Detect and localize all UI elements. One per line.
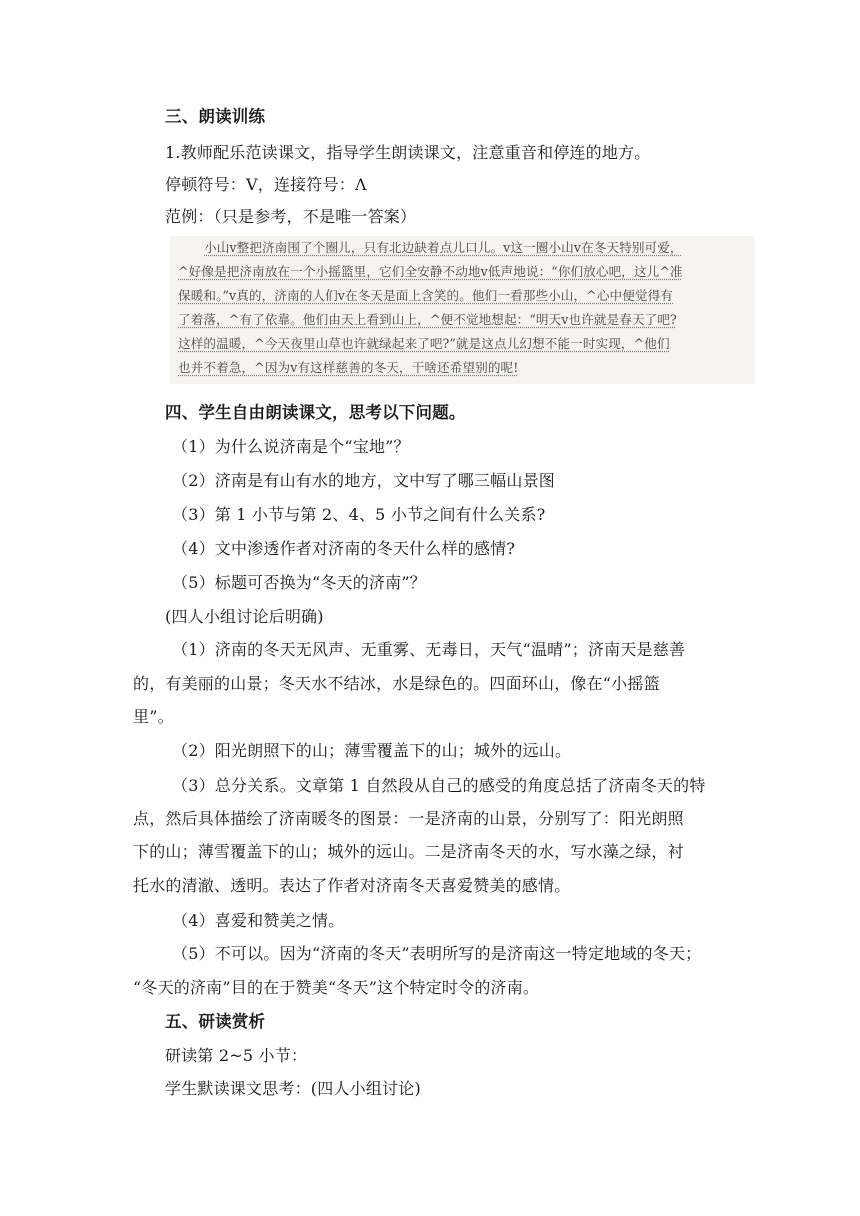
answer-line: （2）阳光朗照下的山；薄雪覆盖下的山；城外的远山。 <box>172 741 572 760</box>
section4-heading: 四、学生自由朗读课文，思考以下问题。 <box>165 403 466 422</box>
answer-line: （5）不可以。因为“济南的冬天”表明所写的是济南这一特定地域的冬天； <box>172 944 702 963</box>
question-3: （3）第 1 小节与第 2、4、5 小节之间有什么关系? <box>172 505 546 524</box>
example-line: 保暖和。”v真的，济南的人们v在冬天是面上含笑的。他们一看那些小山，^心中便觉得有 <box>178 288 673 303</box>
section5-line1: 研读第 2~5 小节： <box>165 1046 308 1065</box>
question-1: （1）为什么说济南是个“宝地”？ <box>172 437 410 456</box>
section5-line2: 学生默读课文思考：(四人小组讨论) <box>165 1079 421 1098</box>
answer-line: 点，然后具体描绘了济南暖冬的图景：一是济南的山景，分别写了：阳光朗照 <box>133 809 684 828</box>
answer-line: （4）喜爱和赞美之情。 <box>172 911 345 930</box>
example-label: 范例：（只是参考，不是唯一答案） <box>165 207 417 226</box>
example-line: 小山v整把济南围了个圈儿，只有北边缺着点儿口儿。v这一圈小山v在冬天特别可爱， <box>204 240 683 255</box>
discussion-note: (四人小组讨论后明确) <box>165 607 324 626</box>
answer-line: 里”。 <box>133 707 174 726</box>
example-line: 了着落，^有了依靠。他们由天上看到山上，^便不觉地想起：“明天v也许就是春天了吧? <box>178 312 677 327</box>
section3-item1: 1.教师配乐范读课文，指导学生朗读课文，注意重音和停连的地方。 <box>165 143 651 162</box>
question-2: （2）济南是有山有水的地方，文中写了哪三幅山景图 <box>172 471 555 490</box>
example-line: ^好像是把济南放在一个小摇篮里，它们全安静不动地v低声地说：“你们放心吧，这儿^准 <box>178 264 683 279</box>
question-4: （4）文中渗透作者对济南的冬天什么样的感情? <box>172 539 516 558</box>
answer-line: 的，有美丽的山景；冬天水不结冰，水是绿色的。四面环山，像在“小摇篮 <box>133 674 660 693</box>
symbols-line: 停顿符号：V，连接符号：Λ <box>165 175 367 194</box>
section3-heading: 三、朗读训练 <box>165 107 266 126</box>
answer-line: “冬天的济南”目的在于赞美“冬天”这个特定时令的济南。 <box>133 978 540 997</box>
answer-line: 下的山；薄雪覆盖下的山；城外的远山。二是济南冬天的水，写水藻之绿，衬 <box>133 842 684 861</box>
example-line: 也并不着急，^因为v有这样慈善的冬天，干啥还希望别的呢! <box>178 360 519 375</box>
question-5: （5）标题可否换为“冬天的济南”？ <box>172 573 426 592</box>
example-scan-image <box>170 236 755 384</box>
answer-line: （3）总分关系。文章第 1 自然段从自己的感受的角度总括了济南冬天的特 <box>172 776 706 795</box>
answer-line: （1）济南的冬天无风声、无重雾、无毒日，天气“温晴”；济南天是慈善 <box>172 640 686 659</box>
example-line: 这样的温暖，^今天夜里山草也许就绿起来了吧?”就是这点儿幻想不能一时实现，^他们 <box>178 336 670 351</box>
section5-heading: 五、研读赏析 <box>165 1012 266 1031</box>
answer-line: 托水的清澈、透明。表达了作者对济南冬天喜爱赞美的感情。 <box>133 876 571 895</box>
